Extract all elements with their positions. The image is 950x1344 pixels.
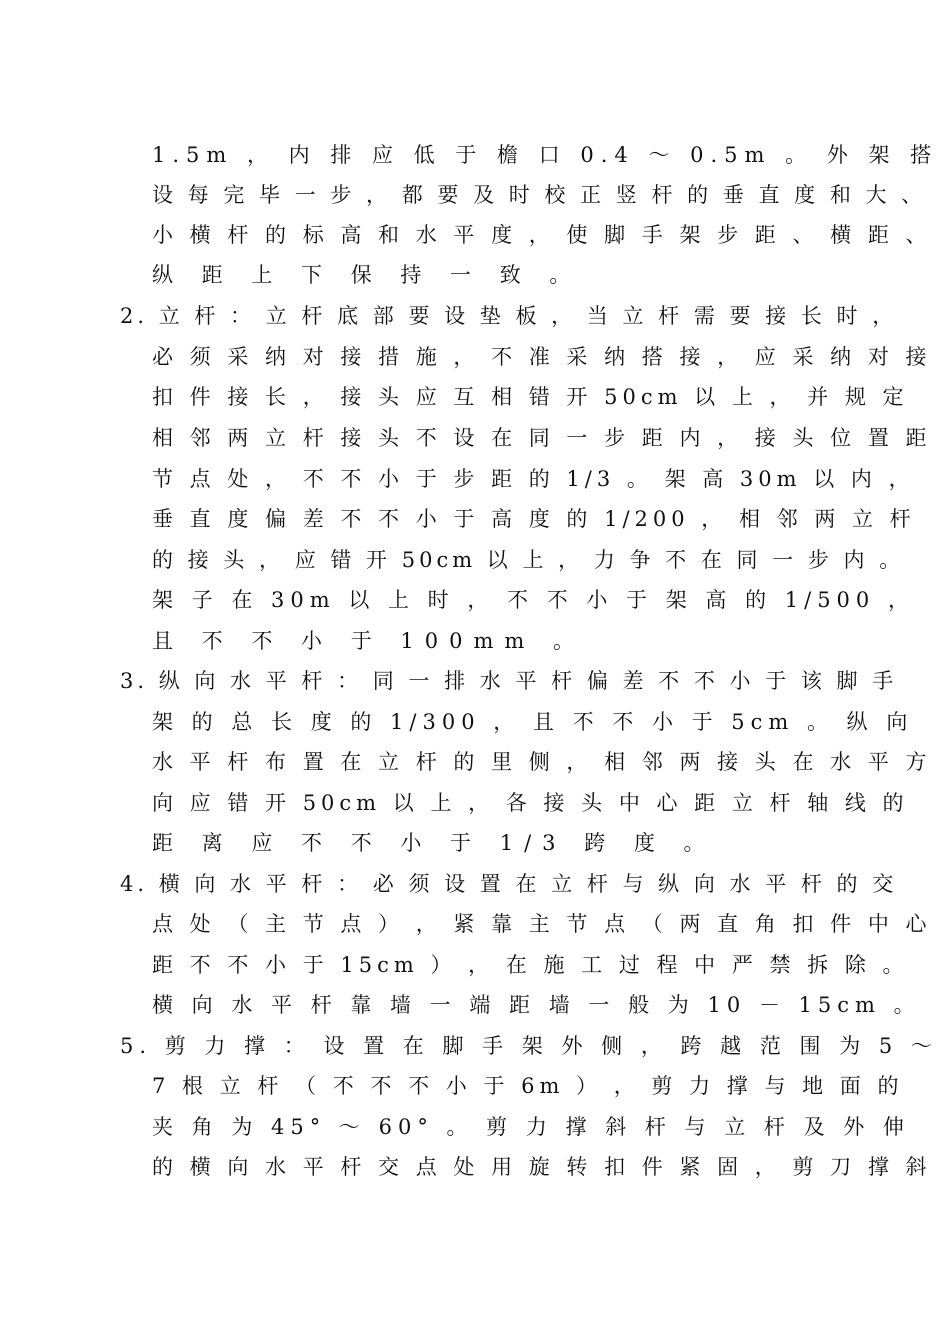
text-line: 相 邻 两 立 杆 接 头 不 设 在 同 一 步 距 内 ， 接 头 位 置 距	[152, 426, 932, 450]
list-item-5: 5. 剪 力 撑 ： 设 置 在 脚 手 架 外 侧 ， 跨 越 范 围 为 5 ～	[120, 1034, 938, 1058]
text-line: 设 每 完 毕 一 步 ， 都 要 及 时 校 正 竖 杆 的 垂 直 度 和 大 、	[152, 183, 927, 207]
text-line: 垂 直 度 偏 差 不 不 小 于 高 度 的 1/200 ， 相 邻 两 立 杆	[152, 507, 916, 531]
text-line: 7 根 立 杆 （ 不 不 不 小 于 6m ） ， 剪 力 撑 与 地 面 的	[152, 1074, 904, 1098]
text-line: 的 横 向 水 平 杆 交 点 处 用 旋 转 扣 件 紧 固 ， 剪 刀 撑 斜	[152, 1155, 932, 1179]
list-item-4: 4. 横 向 水 平 杆 ： 必 须 设 置 在 立 杆 与 纵 向 水 平 杆 的 交	[120, 872, 898, 896]
text-line: 必 须 采 纳 对 接 措 施 ， 不 准 采 纳 搭 接 ， 应 采 纳 对 接	[152, 345, 932, 369]
text-line: 向 应 错 开 50cm 以 上 ， 各 接 头 中 心 距 立 杆 轴 线 的	[152, 791, 909, 815]
text-line: 的 接 头 ， 应 错 开 50cm 以 上 ， 力 争 不 在 同 一 步 内 。	[152, 548, 905, 572]
text-line: 小 横 杆 的 标 高 和 水 平 度 ， 使 脚 手 架 步 距 、 横 距 、	[152, 223, 932, 247]
text-line: 扣 件 接 长 ， 接 头 应 互 相 错 开 50cm 以 上 ， 并 规 定	[152, 385, 909, 409]
text-line: 距 不 不 小 于 15cm ） ， 在 施 工 过 程 中 严 禁 拆 除 。	[152, 953, 909, 977]
text-line: 架 的 总 长 度 的 1/300 ， 且 不 不 小 于 5cm 。 纵 向	[152, 710, 914, 734]
text-line: 且 不 不 小 于 100mm 。	[152, 629, 585, 653]
text-line: 横 向 水 平 杆 靠 墙 一 端 距 墙 一 般 为 10 － 15cm 。	[152, 993, 921, 1017]
text-line: 夹 角 为 45° ～ 60° 。 剪 力 撑 斜 杆 与 立 杆 及 外 伸	[152, 1115, 910, 1139]
text-line: 纵 距 上 下 保 持 一 致 。	[152, 263, 582, 287]
text-line: 架 子 在 30m 以 上 时 ， 不 不 小 于 架 高 的 1/500 ，	[152, 588, 915, 612]
list-item-2: 2. 立 杆 ： 立 杆 底 部 要 设 垫 板 ， 当 立 杆 需 要 接 长 时 ，	[120, 304, 898, 328]
text-line: 节 点 处 ， 不 不 小 于 步 距 的 1/3 。 架 高 30m 以 内 ，	[152, 467, 915, 491]
list-item-3: 3. 纵 向 水 平 杆 ： 同 一 排 水 平 杆 偏 差 不 不 小 于 该 脚 手	[120, 669, 898, 693]
text-line: 距 离 应 不 不 小 于 1/3 跨 度 。	[152, 831, 716, 855]
text-line: 点 处 （ 主 节 点 ） ， 紧 靠 主 节 点 （ 两 直 角 扣 件 中 心	[152, 912, 932, 936]
text-line: 1.5m ， 内 排 应 低 于 檐 口 0.4 ～ 0.5m 。 外 架 搭	[152, 143, 939, 167]
text-line: 水 平 杆 布 置 在 立 杆 的 里 侧 ， 相 邻 两 接 头 在 水 平 方	[152, 750, 932, 774]
